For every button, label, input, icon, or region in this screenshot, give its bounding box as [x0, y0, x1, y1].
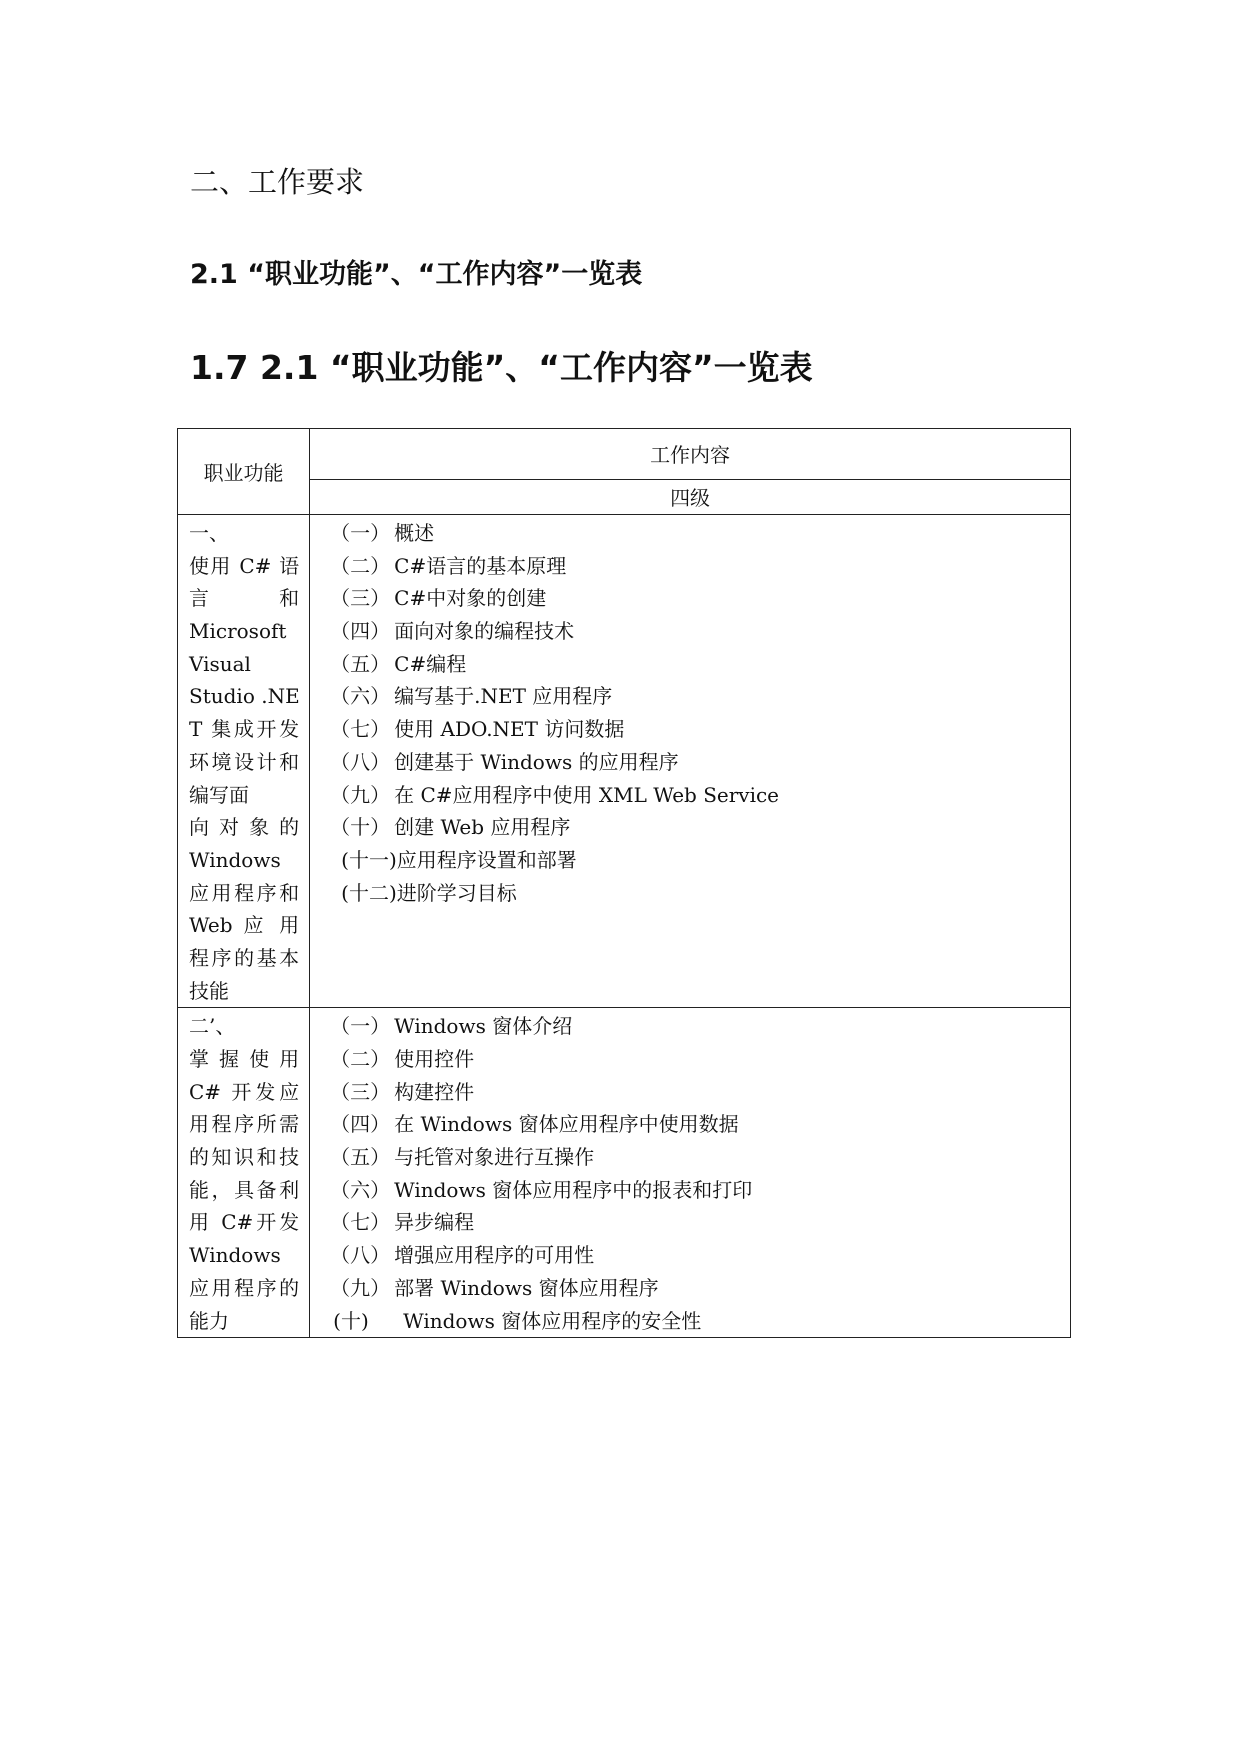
- subsection-heading: 2.1 “职业功能”、“工作内容”一览表: [190, 259, 643, 290]
- function-line: Microsoft: [189, 619, 287, 644]
- item-number: （九）: [330, 1275, 391, 1300]
- function-line: Web 应 用: [189, 913, 300, 938]
- function-line: Studio .NE: [189, 684, 300, 709]
- function-line: Windows: [189, 847, 281, 872]
- numbered-subsection-heading: 1.7 2.1 “职业功能”、“工作内容”一览表: [190, 348, 813, 387]
- function-line: 一、: [189, 521, 229, 545]
- function-line: 应用程序和: [189, 880, 300, 905]
- table-row: [178, 1008, 1071, 1338]
- list-item: [330, 648, 1060, 681]
- function-line: 用程序所需: [189, 1112, 300, 1137]
- item-text: 构建控件: [394, 1079, 475, 1104]
- item-number: （二）: [330, 1047, 391, 1071]
- function-line: 用 C#开发: [189, 1210, 300, 1235]
- function-line: 向 对 象 的: [189, 815, 300, 840]
- list-item: [330, 844, 1060, 877]
- item-number: （四）: [330, 619, 391, 644]
- item-number: （七）: [330, 717, 391, 742]
- list-item: [330, 811, 1060, 844]
- function-cell: [178, 1008, 310, 1338]
- table-row: [178, 515, 1071, 1008]
- item-text: C#编程: [394, 651, 467, 676]
- function-line: Windows: [189, 1243, 281, 1268]
- list-item: [330, 746, 1060, 779]
- header-level: 四级: [310, 479, 1071, 514]
- function-line: 使用 C# 语: [189, 553, 300, 578]
- item-number: （五）: [330, 651, 391, 676]
- list-item: [330, 550, 1060, 583]
- item-text: 编写基于.NET 应用程序: [394, 684, 613, 709]
- item-number: （五）: [330, 1145, 391, 1170]
- item-text: 使用控件: [394, 1047, 475, 1071]
- item-text: 概述: [394, 521, 435, 545]
- list-item: [330, 1305, 1060, 1338]
- item-number: （九）: [330, 782, 391, 807]
- item-text: 异步编程: [394, 1210, 475, 1235]
- item-number: （十）: [330, 815, 391, 840]
- item-number: （四）: [330, 1112, 391, 1137]
- function-line: 程序的基本: [189, 945, 300, 970]
- item-text: 应用程序设置和部署: [396, 847, 577, 872]
- function-line: Visual: [189, 651, 251, 676]
- item-text: 进阶学习目标: [396, 880, 517, 905]
- item-text: C#语言的基本原理: [394, 553, 567, 578]
- item-text: 部署 Windows 窗体应用程序: [394, 1275, 659, 1300]
- list-item: [330, 1206, 1060, 1239]
- item-number: （二）: [330, 553, 391, 578]
- item-number: （一）: [330, 521, 391, 545]
- item-text: 在 C#应用程序中使用 XML Web Service: [394, 782, 780, 807]
- function-cell: [178, 515, 310, 1008]
- content-cell: [310, 1008, 1071, 1338]
- function-line: T 集成开发: [189, 717, 300, 742]
- item-number: （七）: [330, 1210, 391, 1235]
- item-text: 创建基于 Windows 的应用程序: [394, 749, 679, 774]
- list-item: [330, 680, 1060, 713]
- function-line: 技能: [189, 978, 229, 1003]
- list-item: [330, 877, 1060, 910]
- item-number: (十二): [341, 880, 397, 905]
- list-item: [330, 1174, 1060, 1207]
- function-line: 二’、: [189, 1014, 236, 1039]
- item-number: （六）: [330, 684, 391, 709]
- list-item: [330, 517, 1060, 550]
- item-text: 增强应用程序的可用性: [394, 1243, 595, 1268]
- list-item: [330, 1272, 1060, 1305]
- function-line: 能力: [189, 1308, 229, 1333]
- list-item: [330, 1141, 1060, 1174]
- list-item: [330, 713, 1060, 746]
- list-item: [330, 779, 1060, 812]
- header-work-content: 工作内容: [310, 429, 1071, 480]
- item-number: （八）: [330, 1243, 391, 1268]
- item-number: (十一): [341, 847, 397, 872]
- function-line: 言 和: [189, 586, 300, 611]
- item-number: （六）: [330, 1177, 391, 1202]
- list-item: [330, 1043, 1060, 1076]
- function-content-table: [177, 428, 1071, 1338]
- list-item: [330, 1239, 1060, 1272]
- item-text: 与托管对象进行互操作: [394, 1145, 595, 1170]
- section-heading: 二、工作要求: [190, 165, 365, 199]
- item-text: 使用 ADO.NET 访问数据: [394, 717, 625, 742]
- list-item: [330, 1108, 1060, 1141]
- item-number: （八）: [330, 749, 391, 774]
- item-text: 在 Windows 窗体应用程序中使用数据: [394, 1112, 739, 1137]
- function-line: C# 开发应: [189, 1079, 300, 1104]
- item-text: Windows 窗体应用程序中的报表和打印: [394, 1177, 753, 1202]
- list-item: [330, 1010, 1060, 1043]
- header-occupational-function: 职业功能: [178, 429, 310, 515]
- content-cell: [310, 515, 1071, 1008]
- list-item: [330, 615, 1060, 648]
- item-number: （三）: [330, 1079, 391, 1104]
- function-line: 应用程序的: [189, 1275, 300, 1300]
- function-line: 掌 握 使 用: [189, 1047, 300, 1071]
- item-text: 创建 Web 应用程序: [394, 815, 571, 840]
- function-line: 编写面: [189, 782, 249, 807]
- item-text: Windows 窗体应用程序的安全性: [403, 1308, 702, 1333]
- item-number: (十): [333, 1308, 369, 1333]
- item-text: C#中对象的创建: [394, 586, 547, 611]
- item-text: 面向对象的编程技术: [394, 619, 575, 644]
- item-text: Windows 窗体介绍: [394, 1014, 573, 1039]
- list-item: [330, 1076, 1060, 1109]
- function-line: 能，具备利: [189, 1177, 300, 1202]
- list-item: [330, 582, 1060, 615]
- function-line: 环境设计和: [189, 749, 300, 774]
- item-number: （三）: [330, 586, 391, 611]
- function-line: 的知识和技: [189, 1145, 300, 1170]
- item-number: （一）: [330, 1014, 391, 1039]
